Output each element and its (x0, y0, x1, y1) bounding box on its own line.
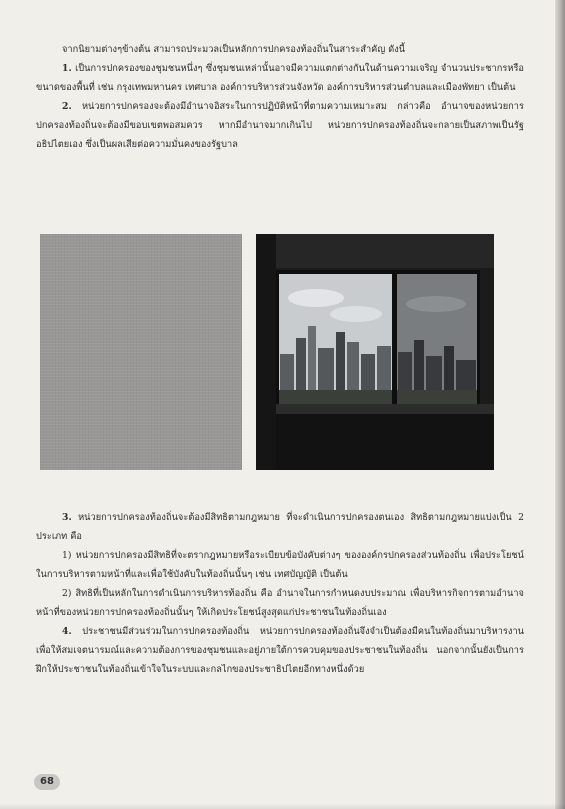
point-2-text: หน่วยการปกครองจะต้องมีอำนาจอิสระในการปฏิบัติหน้าที่ตามความเหมาะสม กล่าวคือ อำนาจของหน่วยการปกครองท้องถิ่นจะต้องมีขอบเขตพอสมควร หากมีอำนาจมากเกินไป หน่วยการปกครองท้องถิ่นจะกลายเป็นสภาพเป็นรัฐอธิปไตยเอง ซึ่งเป็นผลเสียต่อความมั่นคงของรัฐบาล (36, 101, 524, 150)
subpoint-1-text: 1) หน่วยการปกครองมีสิทธิที่จะตรากฎหมายหรือระเบียบข้อบังคับต่างๆ ขององค์กรปกครองส่วนท้องถิ่น เพื่อประโยชน์ในการบริหารตามหน้าที่และเพื่อใช้บังคับในท้องถิ่นนั้นๆ เช่น เทศบัญญัติ เป็นต้น (36, 550, 524, 580)
paragraph-point-1 (36, 59, 524, 97)
paragraph-point-4 (36, 622, 524, 679)
window-city-view-photo (256, 234, 494, 470)
paragraph-point-2 (36, 97, 524, 154)
paragraph-subpoint-1 (36, 546, 524, 584)
paragraph-intro (36, 40, 524, 59)
paragraph-intro-text: จากนิยามต่างๆข้างต้น สามารถประมวลเป็นหลักการปกครองท้องถิ่นในสาระสำคัญ ดังนี้ (62, 44, 406, 55)
gray-texture-photo (40, 234, 242, 470)
page-number: 68 (34, 774, 60, 790)
subpoint-2-text: 2) สิทธิที่เป็นหลักในการดำเนินการบริหารท้องถิ่น คือ อำนาจในการกำหนดงบประมาณ เพื่อบริหารกิจการตามอำนาจหน้าที่ของหน่วยการปกครองท้องถิ่นนั้นๆ ให้เกิดประโยชน์สูงสุดแก่ประชาชนในท้องถิ่นเอง (36, 588, 524, 618)
page-edge (555, 0, 565, 809)
paragraph-point-3 (36, 508, 524, 546)
point-4-number: 4. (62, 626, 72, 637)
point-3-text: หน่วยการปกครองท้องถิ่นจะต้องมีสิทธิตามกฎหมาย ที่จะดำเนินการปกครองตนเอง สิทธิตามกฎหมายแบ่งเป็น 2 ประเภท คือ (36, 512, 524, 542)
page-bottom-shadow (0, 803, 565, 809)
point-1-number: 1. (62, 63, 72, 74)
paragraph-subpoint-2 (36, 584, 524, 622)
point-2-number: 2. (62, 101, 72, 112)
point-3-number: 3. (62, 512, 72, 523)
point-4-text: ประชาชนมีส่วนร่วมในการปกครองท้องถิ่น หน่วยการปกครองท้องถิ่นจึงจำเป็นต้องมีคนในท้องถิ่นมาบริหารงาน เพื่อให้สมเจตนารมณ์และความต้องการของชุมชนและอยู่ภายใต้การควบคุมของประชาชนในท้องถิ่น นอกจากนั้นยังเป็นการฝึกให้ประชาชนในท้องถิ่นเข้าใจในระบบและกลไกของประชาธิปไตยอีกทางหนึ่งด้วย (36, 626, 524, 675)
point-1-text: เป็นการปกครองของชุมชนหนึ่งๆ ซึ่งชุมชนเหล่านั้นอาจมีความแตกต่างกันในด้านความเจริญ จำนวนประชากรหรือขนาดของพื้นที่ เช่น กรุงเทพมหานคร เทศบาล องค์การบริหารส่วนจังหวัด องค์การบริหารส่วนตำบลและเมืองพัทยา เป็นต้น (36, 63, 524, 93)
bottom-text-block (36, 508, 524, 679)
top-text-block (36, 40, 524, 154)
